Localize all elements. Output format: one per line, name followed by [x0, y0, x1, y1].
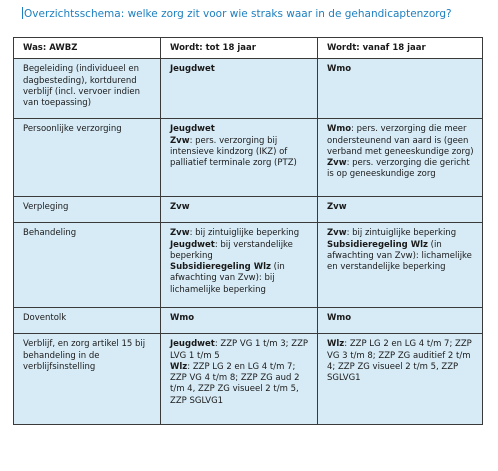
table-row — [14, 223, 483, 308]
law-name: Wlz — [327, 339, 345, 350]
law-detail: : bij verstandelijke beperking — [170, 239, 293, 261]
cell-entry — [170, 228, 311, 239]
law-detail: : pers. verzorging die gericht is op geneeskundige zorg — [327, 158, 470, 180]
cell-entry — [170, 124, 311, 135]
law-detail: : ZZP LG 2 en LG 4 t/m 7; ZZP VG 3 t/m 8; ZZP ZG auditief 2 t/m 4; ZZP ZG visueel 2 t/m 5, ZZP SGLVG1 — [327, 339, 472, 384]
cell-vanaf-18 — [318, 334, 483, 425]
care-overview-table — [13, 37, 483, 425]
cell-entry — [327, 64, 476, 75]
cell-entry — [327, 313, 476, 324]
header-row — [14, 38, 483, 59]
cell-tot-18 — [161, 334, 318, 425]
cell-was: Doventolk — [14, 308, 161, 334]
cell-entry — [327, 240, 476, 274]
cell-entry — [327, 124, 476, 158]
header-vanaf-18: Wordt: vanaf 18 jaar — [318, 38, 483, 59]
law-detail: : ZZP LG 2 en LG 4 t/m 7; ZZP VG 4 t/m 8; ZZP ZG aud 2 t/m 4, ZZP ZG visueel 2 t/m 5, ZZP SGLVG1 — [170, 361, 300, 406]
cell-entry — [170, 136, 311, 170]
law-name: Wmo — [327, 313, 352, 324]
table-row — [14, 59, 483, 119]
cell-entry — [170, 240, 311, 263]
law-name: Jeugdwet — [170, 124, 215, 135]
cell-tot-18 — [161, 119, 318, 197]
law-name: Subsidieregeling Wlz — [170, 262, 271, 273]
law-name: Wmo — [327, 64, 352, 75]
cell-entry — [327, 202, 476, 213]
law-detail: : pers. verzorging bij intensieve kindzorg (IKZ) of palliatief terminale zorg (PTZ) — [170, 135, 297, 169]
law-name: Jeugdwet — [170, 339, 215, 350]
cell-was: Persoonlijke verzorging — [14, 119, 161, 197]
law-detail: : ZZP VG 1 t/m 3; ZZP LVG 1 t/m 5 — [170, 339, 309, 361]
law-name: Zvw — [170, 135, 190, 146]
cell-was: Behandeling — [14, 223, 161, 308]
table-row — [14, 308, 483, 334]
cell-entry — [327, 339, 476, 384]
cell-entry — [170, 339, 311, 362]
table-caption — [22, 7, 452, 20]
law-name: Jeugdwet — [170, 239, 215, 250]
cell-vanaf-18 — [318, 59, 483, 119]
cell-entry — [170, 202, 311, 213]
cell-entry — [170, 313, 311, 324]
caption-text: Overzichtsschema: welke zorg zit voor wie straks waar in de gehandicaptenzorg? — [24, 8, 452, 20]
cell-vanaf-18 — [318, 308, 483, 334]
header-tot-18: Wordt: tot 18 jaar — [161, 38, 318, 59]
cell-tot-18 — [161, 197, 318, 223]
cell-was: Verblijf, en zorg artikel 15 bij behandeling in de verblijfsinstelling — [14, 334, 161, 425]
law-name: Zvw — [327, 228, 347, 239]
cell-entry — [170, 64, 311, 75]
cell-vanaf-18 — [318, 119, 483, 197]
table-row — [14, 119, 483, 197]
law-name: Zvw — [170, 228, 190, 239]
law-detail: : pers. verzorging die meer ondersteunend van aard is (geen verband met geneeskundige zorg) — [327, 124, 474, 157]
table-row — [14, 197, 483, 223]
law-name: Subsidieregeling Wlz — [327, 239, 428, 250]
law-name: Jeugdwet — [170, 64, 215, 75]
cell-was: Begeleiding (individueel en dagbesteding), kortdurend verblijf (incl. vervoer indien van toepassing) — [14, 59, 161, 119]
cell-vanaf-18 — [318, 223, 483, 308]
cell-vanaf-18 — [318, 197, 483, 223]
text-cursor — [22, 7, 23, 19]
law-detail: : bij zintuiglijke beperking — [346, 228, 457, 239]
cell-tot-18 — [161, 308, 318, 334]
header-was-awbz: Was: AWBZ — [14, 38, 161, 59]
cell-entry — [327, 228, 476, 239]
cell-tot-18 — [161, 223, 318, 308]
law-detail: (in afwachting van Zvw): bij lichamelijke beperking — [170, 262, 285, 295]
law-name: Wlz — [170, 361, 188, 372]
cell-entry — [170, 262, 311, 296]
law-name: Wmo — [170, 313, 195, 324]
cell-was: Verpleging — [14, 197, 161, 223]
law-detail: (in afwachting van Zvw): lichamelijke en verstandelijke beperking — [327, 239, 472, 273]
cell-entry — [327, 158, 476, 181]
table-row — [14, 334, 483, 425]
cell-tot-18 — [161, 59, 318, 119]
cell-entry — [170, 362, 311, 407]
law-name: Zvw — [327, 202, 347, 213]
law-detail: : bij zintuiglijke beperking — [189, 228, 300, 239]
law-name: Zvw — [327, 158, 347, 169]
law-name: Wmo — [327, 124, 352, 135]
law-name: Zvw — [170, 202, 190, 213]
